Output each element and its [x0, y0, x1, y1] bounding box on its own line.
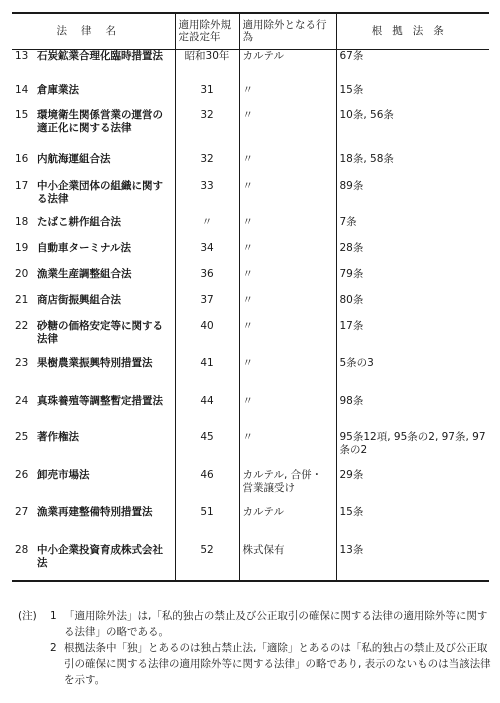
table-row	[12, 153, 489, 180]
cell-year: 52	[175, 544, 239, 581]
table-row	[12, 431, 489, 469]
row-number: 15	[15, 109, 29, 121]
cell-law-name	[12, 84, 175, 109]
cell-law-name	[12, 109, 175, 153]
note-text: 「適用除外法」は,「私的独占の禁止及び公正取引の確保に関する法律の適用除外等に関する法律」の略である。	[64, 610, 488, 638]
notes-label: (注)	[18, 610, 37, 622]
cell-action: 株式保有	[239, 544, 336, 581]
cell-year: 41	[175, 357, 239, 395]
row-number: 27	[15, 506, 29, 518]
note-item	[18, 608, 492, 640]
cell-basis: 98条	[339, 395, 364, 407]
row-number: 18	[15, 216, 29, 228]
cell-basis: 15条	[339, 506, 364, 518]
row-number: 23	[15, 357, 29, 369]
table-row	[12, 294, 489, 320]
law-name: 商店街振興組合法	[37, 294, 121, 306]
cell-year: 46	[175, 469, 239, 506]
cell-year: 45	[175, 431, 239, 469]
law-name: 真珠養殖等調整暫定措置法	[37, 395, 163, 407]
cell-basis: 15条	[339, 84, 364, 96]
law-name: 漁業生産調整組合法	[37, 268, 132, 280]
note-item	[18, 640, 492, 688]
law-exemption-table	[12, 12, 489, 582]
cell-law-name	[12, 506, 175, 544]
row-number: 20	[15, 268, 29, 280]
cell-action: カルテル	[239, 506, 336, 544]
row-number: 17	[15, 180, 29, 192]
row-number: 14	[15, 84, 29, 96]
cell-law-name	[12, 320, 175, 357]
cell-action: 〃	[239, 216, 336, 242]
cell-law-name	[12, 242, 175, 268]
cell-year: 36	[175, 268, 239, 294]
cell-law-name	[12, 268, 175, 294]
cell-year: 44	[175, 395, 239, 431]
row-number: 25	[15, 431, 29, 443]
cell-basis: 17条	[339, 320, 364, 332]
law-name: 著作権法	[37, 431, 79, 443]
table-header	[12, 13, 489, 49]
cell-year: 40	[175, 320, 239, 357]
law-name: 砂糖の価格安定等に関する法律	[37, 320, 163, 345]
table-row	[12, 180, 489, 216]
cell-basis: 28条	[339, 242, 364, 254]
cell-basis: 79条	[339, 268, 364, 280]
cell-law-name	[12, 544, 175, 581]
law-name: 石炭鉱業合理化臨時措置法	[37, 49, 163, 62]
header-action: 適用除外となる行為	[239, 13, 336, 49]
law-name: 自動車ターミナル法	[37, 242, 131, 254]
cell-law-name	[12, 357, 175, 395]
cell-law-name	[12, 216, 175, 242]
cell-action: 〃	[239, 357, 336, 395]
cell-action: 〃	[239, 395, 336, 431]
cell-basis: 7条	[339, 216, 357, 228]
cell-law-name	[12, 431, 175, 469]
cell-action: 〃	[239, 294, 336, 320]
cell-law-name	[12, 49, 175, 84]
cell-year: 〃	[175, 216, 239, 242]
cell-basis: 18条, 58条	[339, 153, 394, 165]
note-text: 根拠法条中「独」とあるのは独占禁止法,「適除」とあるのは「私的独占の禁止及び公正取引の確保に関する法律の適用除外等に関する法律」の略であり, 表示のないものは当該法律を示す。	[64, 642, 491, 686]
cell-action: カルテル	[239, 49, 336, 84]
cell-law-name	[12, 153, 175, 180]
header-year: 適用除外規定設定年	[175, 13, 239, 49]
notes-section	[18, 608, 492, 688]
table-row	[12, 109, 489, 153]
cell-action: カルテル, 合併・営業譲受け	[239, 469, 336, 506]
cell-basis: 29条	[339, 469, 364, 481]
table-row	[12, 268, 489, 294]
row-number: 24	[15, 395, 29, 407]
cell-year: 37	[175, 294, 239, 320]
table-body	[12, 49, 489, 581]
header-basis: 根拠法条	[336, 13, 489, 49]
law-name: 卸売市場法	[37, 469, 90, 481]
law-name: 漁業再建整備特別措置法	[37, 506, 153, 518]
note-number: 1	[50, 610, 57, 622]
header-law-name: 法律名	[12, 13, 175, 49]
cell-action: 〃	[239, 431, 336, 469]
cell-year: 34	[175, 242, 239, 268]
row-number: 28	[15, 544, 29, 556]
law-name: 内航海運組合法	[37, 153, 111, 165]
note-number: 2	[50, 642, 57, 654]
cell-action: 〃	[239, 109, 336, 153]
table-row	[12, 49, 489, 84]
table-row	[12, 506, 489, 544]
cell-basis: 89条	[339, 180, 364, 192]
cell-basis: 95条12項, 95条の2, 97条, 97条の2	[339, 431, 486, 456]
cell-year: 32	[175, 109, 239, 153]
table-row	[12, 242, 489, 268]
cell-action: 〃	[239, 320, 336, 357]
table-row	[12, 469, 489, 506]
table-row	[12, 320, 489, 357]
table-row	[12, 216, 489, 242]
table-row	[12, 357, 489, 395]
cell-action: 〃	[239, 242, 336, 268]
cell-law-name	[12, 395, 175, 431]
row-number: 26	[15, 469, 29, 481]
row-number: 19	[15, 242, 29, 254]
table-row	[12, 84, 489, 109]
row-number: 21	[15, 294, 29, 306]
row-number: 22	[15, 320, 29, 332]
cell-year: 33	[175, 180, 239, 216]
cell-basis: 67条	[339, 49, 364, 62]
law-name: たばこ耕作組合法	[37, 216, 121, 228]
cell-law-name	[12, 294, 175, 320]
law-name: 中小企業投資育成株式会社法	[37, 544, 163, 569]
cell-basis: 13条	[336, 544, 489, 581]
cell-basis: 10条, 56条	[339, 109, 394, 121]
cell-action: 〃	[239, 84, 336, 109]
table-row	[12, 544, 489, 581]
cell-action: 〃	[239, 153, 336, 180]
cell-basis: 80条	[339, 294, 364, 306]
cell-law-name	[12, 180, 175, 216]
law-name: 中小企業団体の組織に関する法律	[37, 180, 163, 205]
cell-year: 昭和30年	[175, 49, 239, 84]
law-name: 倉庫業法	[37, 84, 79, 96]
law-name: 果樹農業振興特別措置法	[37, 357, 153, 369]
cell-basis: 5条の3	[339, 357, 374, 369]
cell-year: 32	[175, 153, 239, 180]
cell-action: 〃	[239, 180, 336, 216]
row-number: 13	[15, 49, 29, 62]
cell-year: 31	[175, 84, 239, 109]
table-row	[12, 395, 489, 431]
cell-law-name	[12, 469, 175, 506]
cell-year: 51	[175, 506, 239, 544]
law-name: 環境衛生関係営業の運営の適正化に関する法律	[37, 109, 163, 134]
cell-action: 〃	[239, 268, 336, 294]
row-number: 16	[15, 153, 29, 165]
